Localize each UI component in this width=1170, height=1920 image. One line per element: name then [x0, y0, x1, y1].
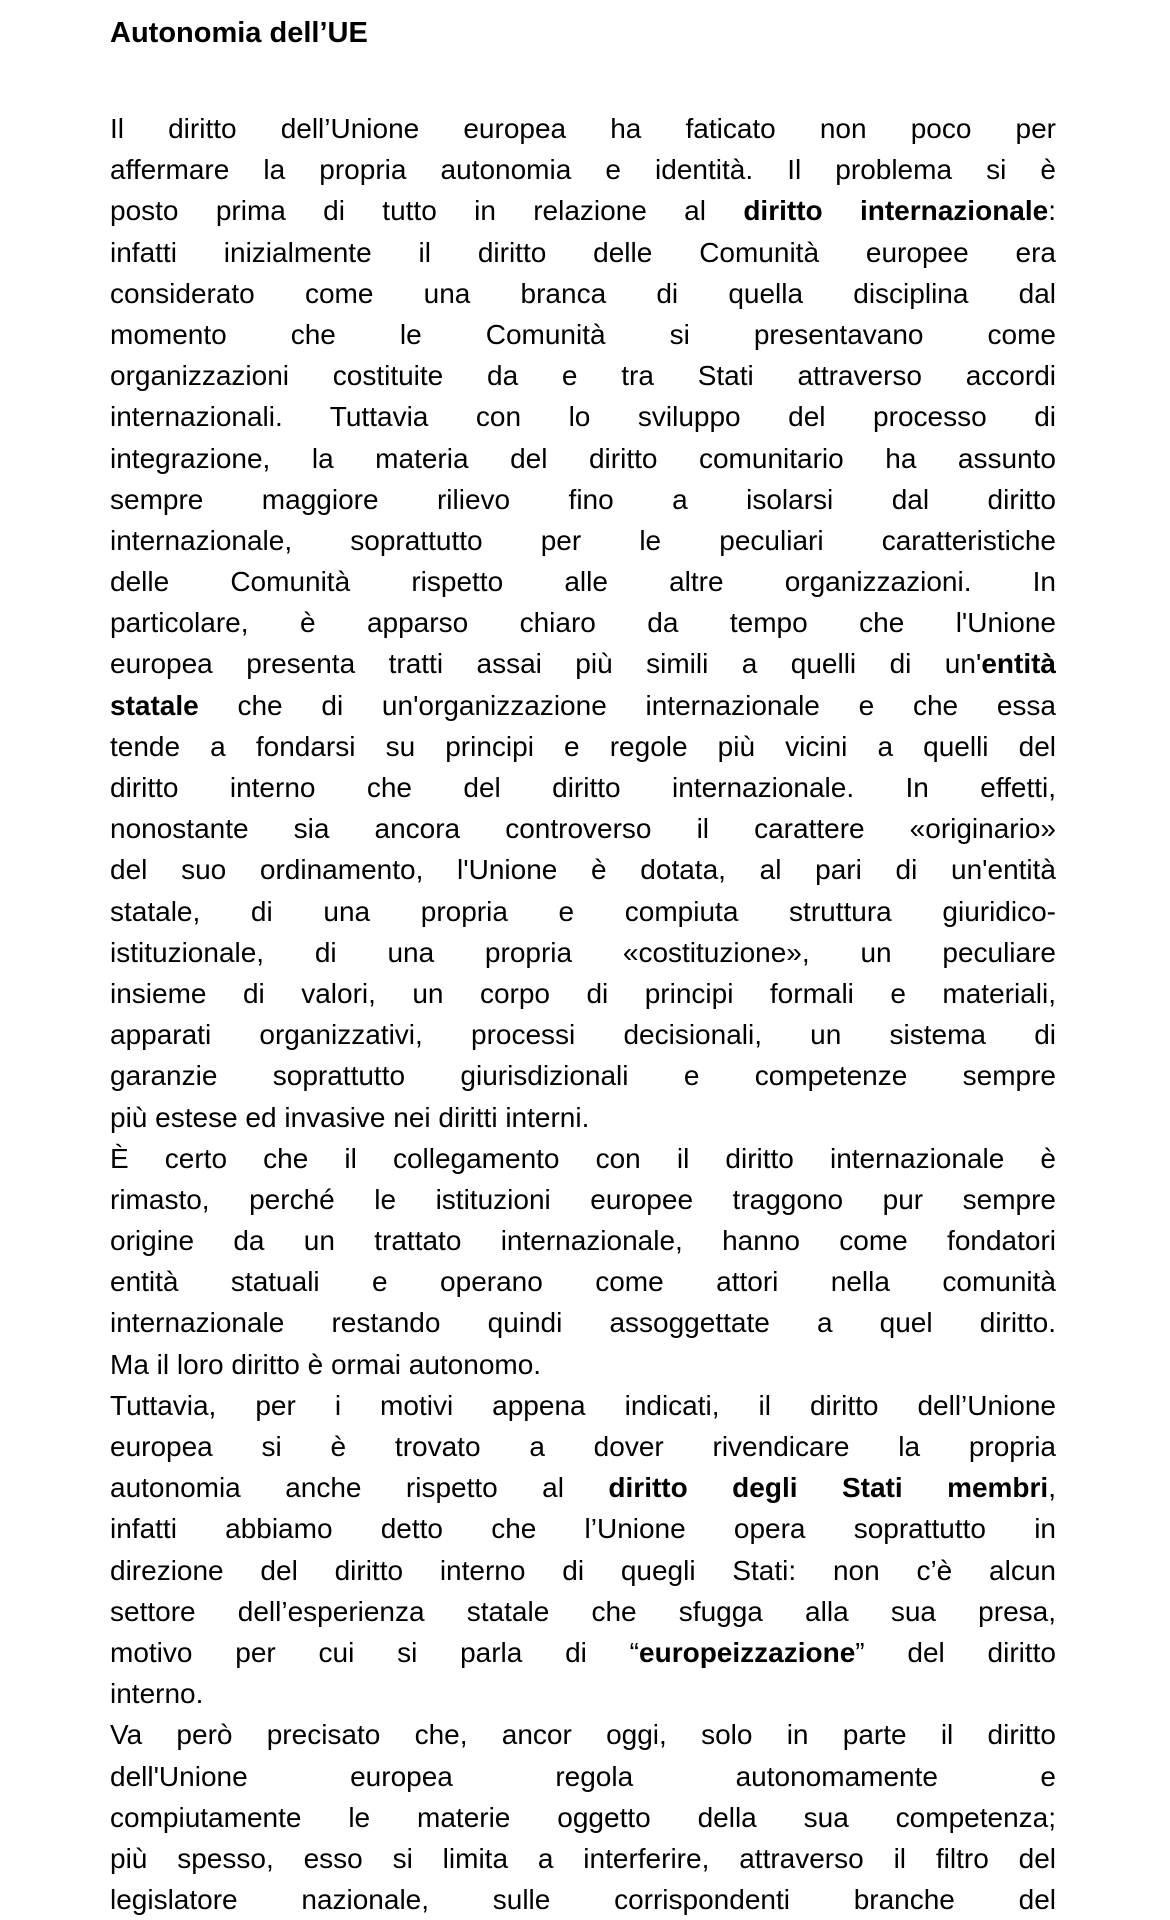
text-line	[110, 355, 1056, 396]
text-line	[110, 643, 1056, 684]
document-title: Autonomia dell’UE	[110, 17, 368, 49]
text-line	[110, 1838, 1056, 1879]
text-span: integrazione, la materia del diritto comunitario ha assunto	[110, 442, 1056, 474]
text-line	[110, 1756, 1056, 1797]
text-line	[110, 1179, 1056, 1220]
text-span: legislatore nazionale, sulle corrispondenti branche del	[110, 1884, 1056, 1916]
text-line	[110, 1714, 1056, 1755]
document-page	[110, 0, 1056, 1920]
text-line	[110, 149, 1056, 190]
text-line	[110, 1508, 1056, 1549]
text-span: garanzie soprattutto giurisdizionali e competenze sempre	[110, 1060, 1056, 1092]
text-line	[110, 1385, 1056, 1426]
text-line	[110, 314, 1056, 355]
text-span: direzione del diritto interno di quegli Stati: non c’è alcun	[110, 1554, 1056, 1586]
text-line	[110, 973, 1056, 1014]
text-line	[110, 767, 1056, 808]
document-body	[110, 108, 1056, 1920]
text-span: internazionali. Tuttavia con lo sviluppo del processo di	[110, 401, 1056, 433]
text-span: europea presenta tratti assai più simili a quelli di un'	[110, 648, 982, 680]
text-line	[110, 891, 1056, 932]
text-span: particolare, è apparso chiaro da tempo che l'Unione	[110, 607, 1056, 639]
text-span: momento che le Comunità si presentavano come	[110, 318, 1056, 350]
text-line	[110, 1014, 1056, 1055]
bold-term: europeizzazione	[639, 1636, 856, 1668]
text-line	[110, 726, 1056, 767]
text-span: motivo per cui si parla di “	[110, 1636, 640, 1668]
text-span: apparati organizzativi, processi decisionali, un sistema di	[110, 1019, 1056, 1051]
text-line	[110, 1550, 1056, 1591]
text-span: diritto interno che del diritto internazionale. In effetti,	[110, 772, 1056, 803]
text-span: del suo ordinamento, l'Unione è dotata, al pari di un'entità	[110, 854, 1056, 886]
text-line	[110, 1879, 1056, 1920]
text-line	[110, 1138, 1056, 1179]
bold-term: statale	[110, 689, 199, 721]
text-span: origine da un trattato internazionale, hanno come fondatori	[110, 1225, 1056, 1257]
text-line	[110, 602, 1056, 643]
text-line	[110, 190, 1056, 231]
text-span: sempre maggiore rilievo fino a isolarsi dal diritto	[110, 483, 1056, 515]
text-line	[110, 1467, 1056, 1508]
text-span: :	[1048, 195, 1056, 227]
bold-term: diritto internazionale	[743, 195, 1049, 227]
text-span: dell'Unione europea regola autonomamente e	[110, 1760, 1056, 1792]
text-line	[110, 808, 1056, 849]
text-span: che di un'organizzazione internazionale e che essa	[198, 689, 1056, 721]
text-line	[110, 849, 1056, 890]
text-span: infatti abbiamo detto che l’Unione opera soprattutto in	[110, 1513, 1056, 1545]
text-span: istituzionale, di una propria «costituzione», un peculiare	[110, 936, 1056, 968]
text-span: settore dell’esperienza statale che sfugga alla sua presa,	[110, 1595, 1056, 1627]
text-line	[110, 685, 1056, 726]
text-span: interno.	[110, 1678, 204, 1710]
text-line	[110, 232, 1056, 273]
text-span: statale, di una propria e compiuta struttura giuridico-	[110, 895, 1056, 927]
text-line	[110, 396, 1056, 437]
bold-term: entità	[981, 648, 1056, 680]
text-span: nonostante sia ancora controverso il carattere «originario»	[110, 813, 1056, 845]
text-span: delle Comunità rispetto alle altre organizzazioni. In	[110, 566, 1056, 598]
text-span: tende a fondarsi su principi e regole più vicini a quelli del	[110, 730, 1056, 762]
text-span: insieme di valori, un corpo di principi formali e materiali,	[110, 977, 1056, 1009]
text-line	[110, 932, 1056, 973]
text-span: entità statuali e operano come attori nella comunità	[110, 1266, 1056, 1298]
text-line	[110, 273, 1056, 314]
text-line	[110, 1673, 1056, 1714]
text-line	[110, 1302, 1056, 1343]
text-line	[110, 1426, 1056, 1467]
text-line	[110, 561, 1056, 602]
text-span: internazionale, soprattutto per le peculiari caratteristiche	[110, 524, 1056, 556]
text-span: rimasto, perché le istituzioni europee traggono pur sempre	[110, 1183, 1056, 1215]
text-span: europea si è trovato a dover rivendicare la propria	[110, 1431, 1056, 1462]
text-line	[110, 1220, 1056, 1261]
text-span: compiutamente le materie oggetto della sua competenza;	[110, 1801, 1056, 1833]
text-span: Va però precisato che, ancor oggi, solo in parte il diritto	[110, 1719, 1056, 1751]
text-span: ,	[1048, 1472, 1056, 1504]
text-line	[110, 108, 1056, 149]
text-line	[110, 1591, 1056, 1632]
text-line	[110, 1097, 1056, 1138]
text-span: Ma il loro diritto è ormai autonomo.	[110, 1348, 542, 1380]
text-span: internazionale restando quindi assoggettate a quel diritto.	[110, 1307, 1056, 1339]
text-span: È certo che il collegamento con il diritto internazionale è	[110, 1142, 1056, 1174]
text-line	[110, 1344, 1056, 1385]
text-line	[110, 438, 1056, 479]
text-line	[110, 520, 1056, 561]
text-span: infatti inizialmente il diritto delle Comunità europee era	[110, 236, 1056, 268]
text-span: Tuttavia, per i motivi appena indicati, il diritto dell’Unione	[110, 1389, 1056, 1421]
text-span: ” del diritto	[855, 1636, 1056, 1668]
text-line	[110, 1632, 1056, 1673]
text-span: considerato come una branca di quella disciplina dal	[110, 277, 1056, 309]
text-line	[110, 1261, 1056, 1302]
text-span: posto prima di tutto in relazione al	[110, 195, 744, 227]
text-span: più spesso, esso si limita a interferire, attraverso il filtro del	[110, 1842, 1056, 1874]
text-span: organizzazioni costituite da e tra Stati attraverso accordi	[110, 360, 1056, 392]
text-span: affermare la propria autonomia e identità. Il problema si è	[110, 154, 1056, 186]
text-span: autonomia anche rispetto al	[110, 1472, 609, 1504]
bold-term: diritto degli Stati membri	[608, 1472, 1049, 1504]
text-line	[110, 1797, 1056, 1838]
text-line	[110, 1055, 1056, 1096]
text-line	[110, 479, 1056, 520]
text-span: più estese ed invasive nei diritti interni.	[110, 1101, 590, 1133]
text-span: Il diritto dell’Unione europea ha faticato non poco per	[110, 113, 1056, 144]
